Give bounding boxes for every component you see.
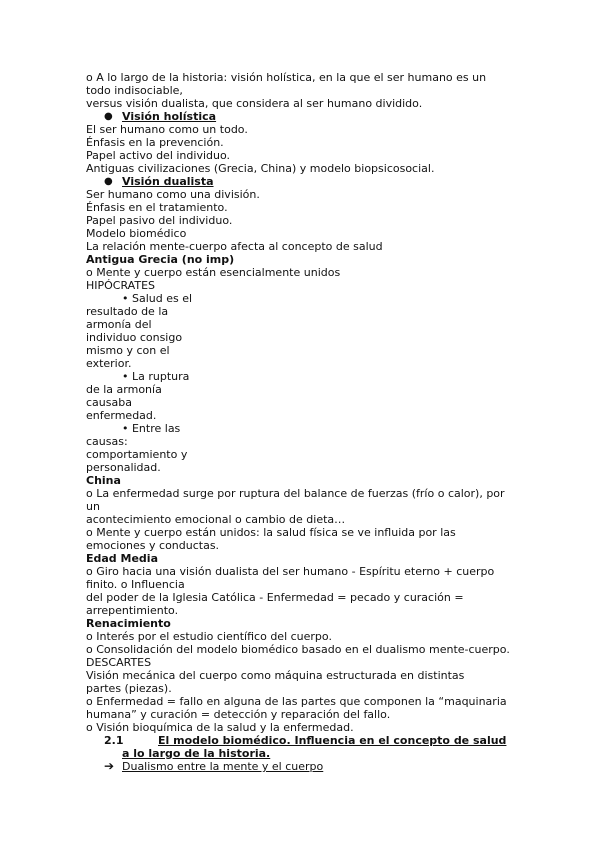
text-line: mismo y con el xyxy=(86,344,170,357)
text-line: La relación mente-cuerpo afecta al concepto de salud xyxy=(86,240,383,253)
text-line: acontecimiento emocional o cambio de dieta… xyxy=(86,513,346,526)
text-line: Antiguas civilizaciones (Grecia, China) y modelo biopsicosocial. xyxy=(86,162,435,175)
text-line: finito. o Influencia xyxy=(86,578,185,591)
heading-grecia: Antigua Grecia (no imp) xyxy=(86,253,235,266)
text-line: resultado de la xyxy=(86,305,169,318)
heading-dualista: Visión dualista xyxy=(122,175,214,188)
text-line: Visión mecánica del cuerpo como máquina estructurada en distintas xyxy=(86,669,465,682)
text-line: Modelo biomédico xyxy=(86,227,187,240)
section-number: 2.1 xyxy=(104,734,124,747)
text-line: enfermedad. xyxy=(86,409,157,422)
list-item: • Entre las xyxy=(122,422,181,435)
intro-line: versus visión dualista, que considera al ser humano dividido. xyxy=(86,97,423,110)
text-line: comportamiento y xyxy=(86,448,188,461)
section-title: El modelo biomédico. Influencia en el concepto de salud xyxy=(158,734,507,747)
text-line: un xyxy=(86,500,100,513)
text-line: causas: xyxy=(86,435,128,448)
text-line: DESCARTES xyxy=(86,656,152,669)
text-line: Énfasis en la prevención. xyxy=(86,136,224,149)
text-line: o La enfermedad surge por ruptura del balance de fuerzas (frío o calor), por xyxy=(86,487,505,500)
text-line: exterior. xyxy=(86,357,132,370)
heading-china: China xyxy=(86,474,121,487)
text-line: El ser humano como un todo. xyxy=(86,123,248,136)
section-title-cont: a lo largo de la historia. xyxy=(122,747,271,760)
text-line: o Interés por el estudio científico del cuerpo. xyxy=(86,630,332,643)
text-line: partes (piezas). xyxy=(86,682,172,695)
text-line: causaba xyxy=(86,396,132,409)
text-line: personalidad. xyxy=(86,461,161,474)
text-line: Énfasis en el tratamiento. xyxy=(86,201,228,214)
text-line: o Giro hacia una visión dualista del ser humano - Espíritu eterno + cuerpo xyxy=(86,565,495,578)
heading-renacimiento: Renacimiento xyxy=(86,617,171,630)
text-line: o Mente y cuerpo están unidos: la salud física se ve influida por las xyxy=(86,526,456,539)
intro-line: todo indisociable, xyxy=(86,84,183,97)
text-line: o Consolidación del modelo biomédico basado en el dualismo mente-cuerpo. xyxy=(86,643,510,656)
text-line: de la armonía xyxy=(86,383,162,396)
text-line: del poder de la Iglesia Católica - Enfermedad = pecado y curación = xyxy=(86,591,464,604)
list-item: • Salud es el xyxy=(122,292,193,305)
text-line: humana” y curación = detección y reparación del fallo. xyxy=(86,708,391,721)
text-line: Papel activo del individuo. xyxy=(86,149,230,162)
heading-holistica: Visión holística xyxy=(122,110,217,123)
heading-edad-media: Edad Media xyxy=(86,552,158,565)
bullet-icon: ● xyxy=(104,176,113,187)
text-line: armonía del xyxy=(86,318,152,331)
text-line: Papel pasivo del individuo. xyxy=(86,214,233,227)
text-line: individuo consigo xyxy=(86,331,183,344)
bullet-icon: ● xyxy=(104,111,113,122)
text-line: o Mente y cuerpo están esencialmente unidos xyxy=(86,266,341,279)
arrow-right-icon: ➔ xyxy=(104,759,115,773)
text-line: emociones y conductas. xyxy=(86,539,220,552)
list-item: • La ruptura xyxy=(122,370,190,383)
text-line: o Enfermedad = fallo en alguna de las partes que componen la “maquinaria xyxy=(86,695,507,708)
text-line: HIPÓCRATES xyxy=(86,279,156,292)
text-line: arrepentimiento. xyxy=(86,604,179,617)
text-line: Ser humano como una división. xyxy=(86,188,260,201)
intro-line: o A lo largo de la historia: visión holística, en la que el ser humano es un xyxy=(86,71,487,84)
list-item: Dualismo entre la mente y el cuerpo xyxy=(122,760,324,773)
text-line: o Visión bioquímica de la salud y la enfermedad. xyxy=(86,721,354,734)
